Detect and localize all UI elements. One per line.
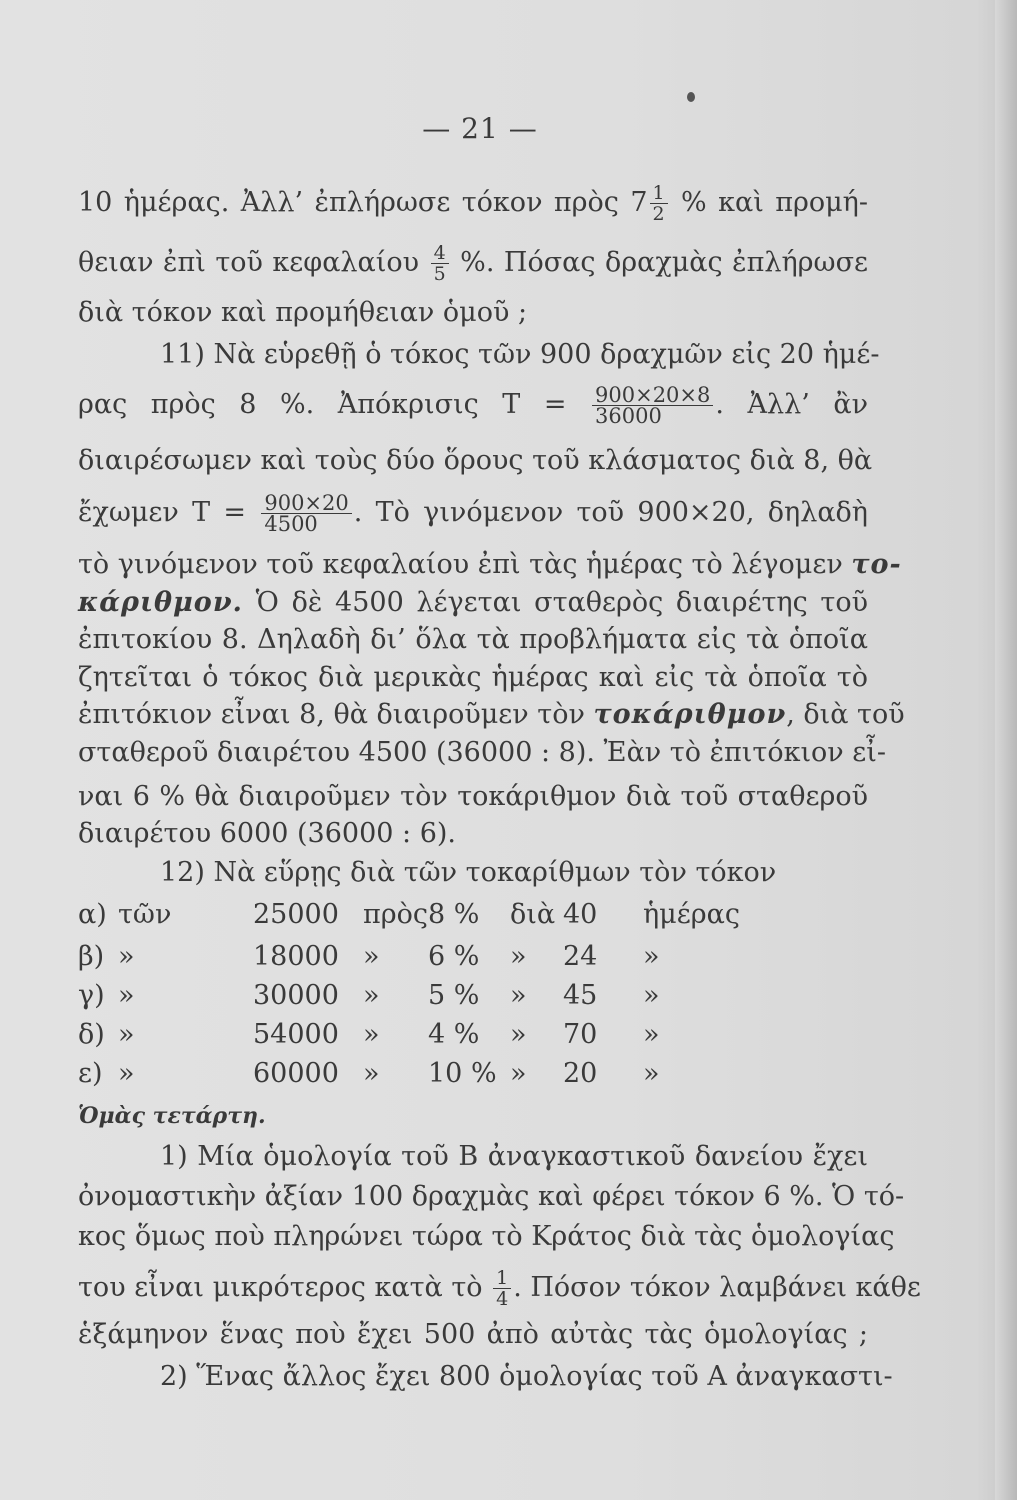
- page-edge: [995, 0, 1017, 1500]
- table-cell-ditto1: »: [118, 980, 135, 1011]
- text-line: διὰ τόκον καὶ προμήθειαν ὁμοῦ ;: [78, 297, 528, 328]
- fraction-half: $\frac{1}{2}$: [650, 183, 668, 224]
- table-cell-ditto3: διὰ: [510, 899, 556, 930]
- table-cell-unit: »: [643, 941, 660, 972]
- table-cell-amount: 25000: [253, 899, 339, 930]
- text-line: κος ὅμως ποὺ πληρώνει τώρα τὸ Κράτος διὰ τὰς ὁμολογίας: [78, 1221, 895, 1252]
- table-cell-label: δ): [78, 1019, 105, 1050]
- text-line: θειαν ἐπὶ τοῦ κεφαλαίου $\frac{4}{5}$ %. Πόσας δραχμὰς ἐπλήρωσε: [78, 242, 868, 285]
- problem-11-start: 11) Νὰ εὑρεθῇ ὁ τόκος τῶν 900 δραχμῶν εἰς 20 ἡμέ-: [160, 339, 880, 370]
- problem-1-start: 1) Μία ὁμολογία τοῦ Β ἀναγκαστικοῦ δανείου ἔχει: [160, 1141, 868, 1172]
- table-cell-amount: 18000: [253, 941, 339, 972]
- text-line: ὀνομαστικὴν ἀξίαν 100 δραχμὰς καὶ φέρει τόκον 6 %. Ὁ τό-: [78, 1181, 905, 1212]
- table-cell-ditto1: »: [118, 1019, 135, 1050]
- text-line: σταθεροῦ διαιρέτου 4500 (36000 : 8). Ἐὰν τὸ ἐπιτόκιον εἶ-: [78, 737, 886, 768]
- text-line: διαιρέσωμεν καὶ τοὺς δύο ὅρους τοῦ κλάσματος διὰ 8, θὰ: [78, 445, 873, 476]
- table-cell-days: 20: [563, 1058, 598, 1089]
- table-cell-ditto3: »: [510, 1058, 527, 1089]
- problem-2-start: 2) Ἕνας ἄλλος ἔχει 800 ὁμολογίας τοῦ Α ἀναγκαστι-: [160, 1361, 893, 1392]
- table-cell-label: γ): [78, 980, 105, 1011]
- table-cell-amount: 54000: [253, 1019, 339, 1050]
- text-line: ἐπιτόκιον εἶναι 8, θὰ διαιροῦμεν τὸν τοκάριθμον, διὰ τοῦ: [78, 699, 905, 730]
- term-tokarithmos: το-: [851, 549, 902, 580]
- table-cell-ditto2: »: [363, 980, 380, 1011]
- table-cell-label: α): [78, 899, 107, 930]
- problem-12-start: 12) Νὰ εὕρῃς διὰ τῶν τοκαρίθμων τὸν τόκον: [160, 857, 777, 888]
- table-cell-label: β): [78, 941, 105, 972]
- table-cell-rate: 5 %: [428, 980, 480, 1011]
- fraction-quarter: $\frac{1}{4}$: [493, 1268, 511, 1309]
- table-cell-ditto2: πρὸς: [363, 899, 428, 930]
- text-line: ναι 6 % θὰ διαιροῦμεν τὸν τοκάριθμον διὰ τοῦ σταθεροῦ: [78, 781, 868, 812]
- table-cell-ditto2: »: [363, 1019, 380, 1050]
- fraction-four-fifths: $\frac{4}{5}$: [431, 243, 449, 284]
- table-cell-days: 24: [563, 941, 598, 972]
- ink-spot: [687, 92, 695, 102]
- text-line: ἔχωμεν Τ = $\frac{900\times 20}{4500}$ . Τὸ γινόμενον τοῦ 900×20, δηλαδὴ: [78, 491, 868, 536]
- text-line: ζητεῖται ὁ τόκος διὰ μερικὰς ἡμέρας καὶ εἰς τὰ ὁποῖα τὸ: [78, 662, 868, 693]
- table-cell-ditto3: »: [510, 1019, 527, 1050]
- table-cell-unit: ἡμέρας: [643, 899, 740, 930]
- table-cell-amount: 30000: [253, 980, 339, 1011]
- text-line: ἑξάμηνον ἕνας ποὺ ἔχει 500 ἀπὸ αὐτὰς τὰς ὁμολογίας ;: [78, 1319, 868, 1350]
- table-cell-amount: 60000: [253, 1058, 339, 1089]
- table-cell-ditto1: τῶν: [118, 899, 172, 930]
- table-cell-rate: 6 %: [428, 941, 480, 972]
- table-cell-ditto2: »: [363, 941, 380, 972]
- text-line: του εἶναι μικρότερος κατὰ τὸ $\frac{1}{4}$ . Πόσον τόκον λαμβάνει κάθε: [78, 1267, 921, 1310]
- text-line: ρας πρὸς 8 %. Ἀπόκρισις Τ = $\frac{900\times 20\times 8}{36000}$ . Ἀλλ’ ἂν: [78, 383, 868, 428]
- table-cell-ditto1: »: [118, 941, 135, 972]
- fraction-formula-1: $\frac{900\times 20\times 8}{36000}$: [592, 385, 713, 426]
- text-line: κάριθμον. Ὁ δὲ 4500 λέγεται σταθερὸς διαιρέτης τοῦ: [78, 587, 869, 618]
- table-cell-ditto2: »: [363, 1058, 380, 1089]
- text-line: ἐπιτοκίου 8. Δηλαδὴ δι’ ὅλα τὰ προβλήματα εἰς τὰ ὁποῖα: [78, 624, 868, 655]
- table-cell-rate: 4 %: [428, 1019, 480, 1050]
- table-cell-days: 70: [563, 1019, 598, 1050]
- text-line: διαιρέτου 6000 (36000 : 6).: [78, 818, 456, 849]
- table-cell-ditto3: »: [510, 941, 527, 972]
- table-cell-rate: 8 %: [428, 899, 480, 930]
- table-cell-ditto1: »: [118, 1058, 135, 1089]
- table-cell-unit: »: [643, 980, 660, 1011]
- table-cell-unit: »: [643, 1058, 660, 1089]
- table-cell-days: 45: [563, 980, 598, 1011]
- term-tokarithmos: τοκάριθμον: [593, 699, 787, 730]
- section-heading: Ὁμὰς τετάρτη.: [78, 1103, 266, 1129]
- term-tokarithmos: κάριθμον.: [78, 587, 243, 618]
- text-line: 10 ἡμέρας. Ἀλλ’ ἐπλήρωσε τόκον πρὸς 7 $\frac{1}{2}$ % καὶ προμή-: [78, 182, 868, 225]
- page-number: — 21 —: [422, 112, 538, 145]
- text-line: τὸ γινόμενον τοῦ κεφαλαίου ἐπὶ τὰς ἡμέρας τὸ λέγομεν το-: [78, 549, 902, 580]
- table-cell-unit: »: [643, 1019, 660, 1050]
- table-cell-rate: 10 %: [428, 1058, 497, 1089]
- table-cell-days: 40: [563, 899, 598, 930]
- fraction-formula-2: $\frac{900\times 20}{4500}$: [261, 493, 351, 534]
- table-cell-label: ε): [78, 1058, 103, 1089]
- table-cell-ditto3: »: [510, 980, 527, 1011]
